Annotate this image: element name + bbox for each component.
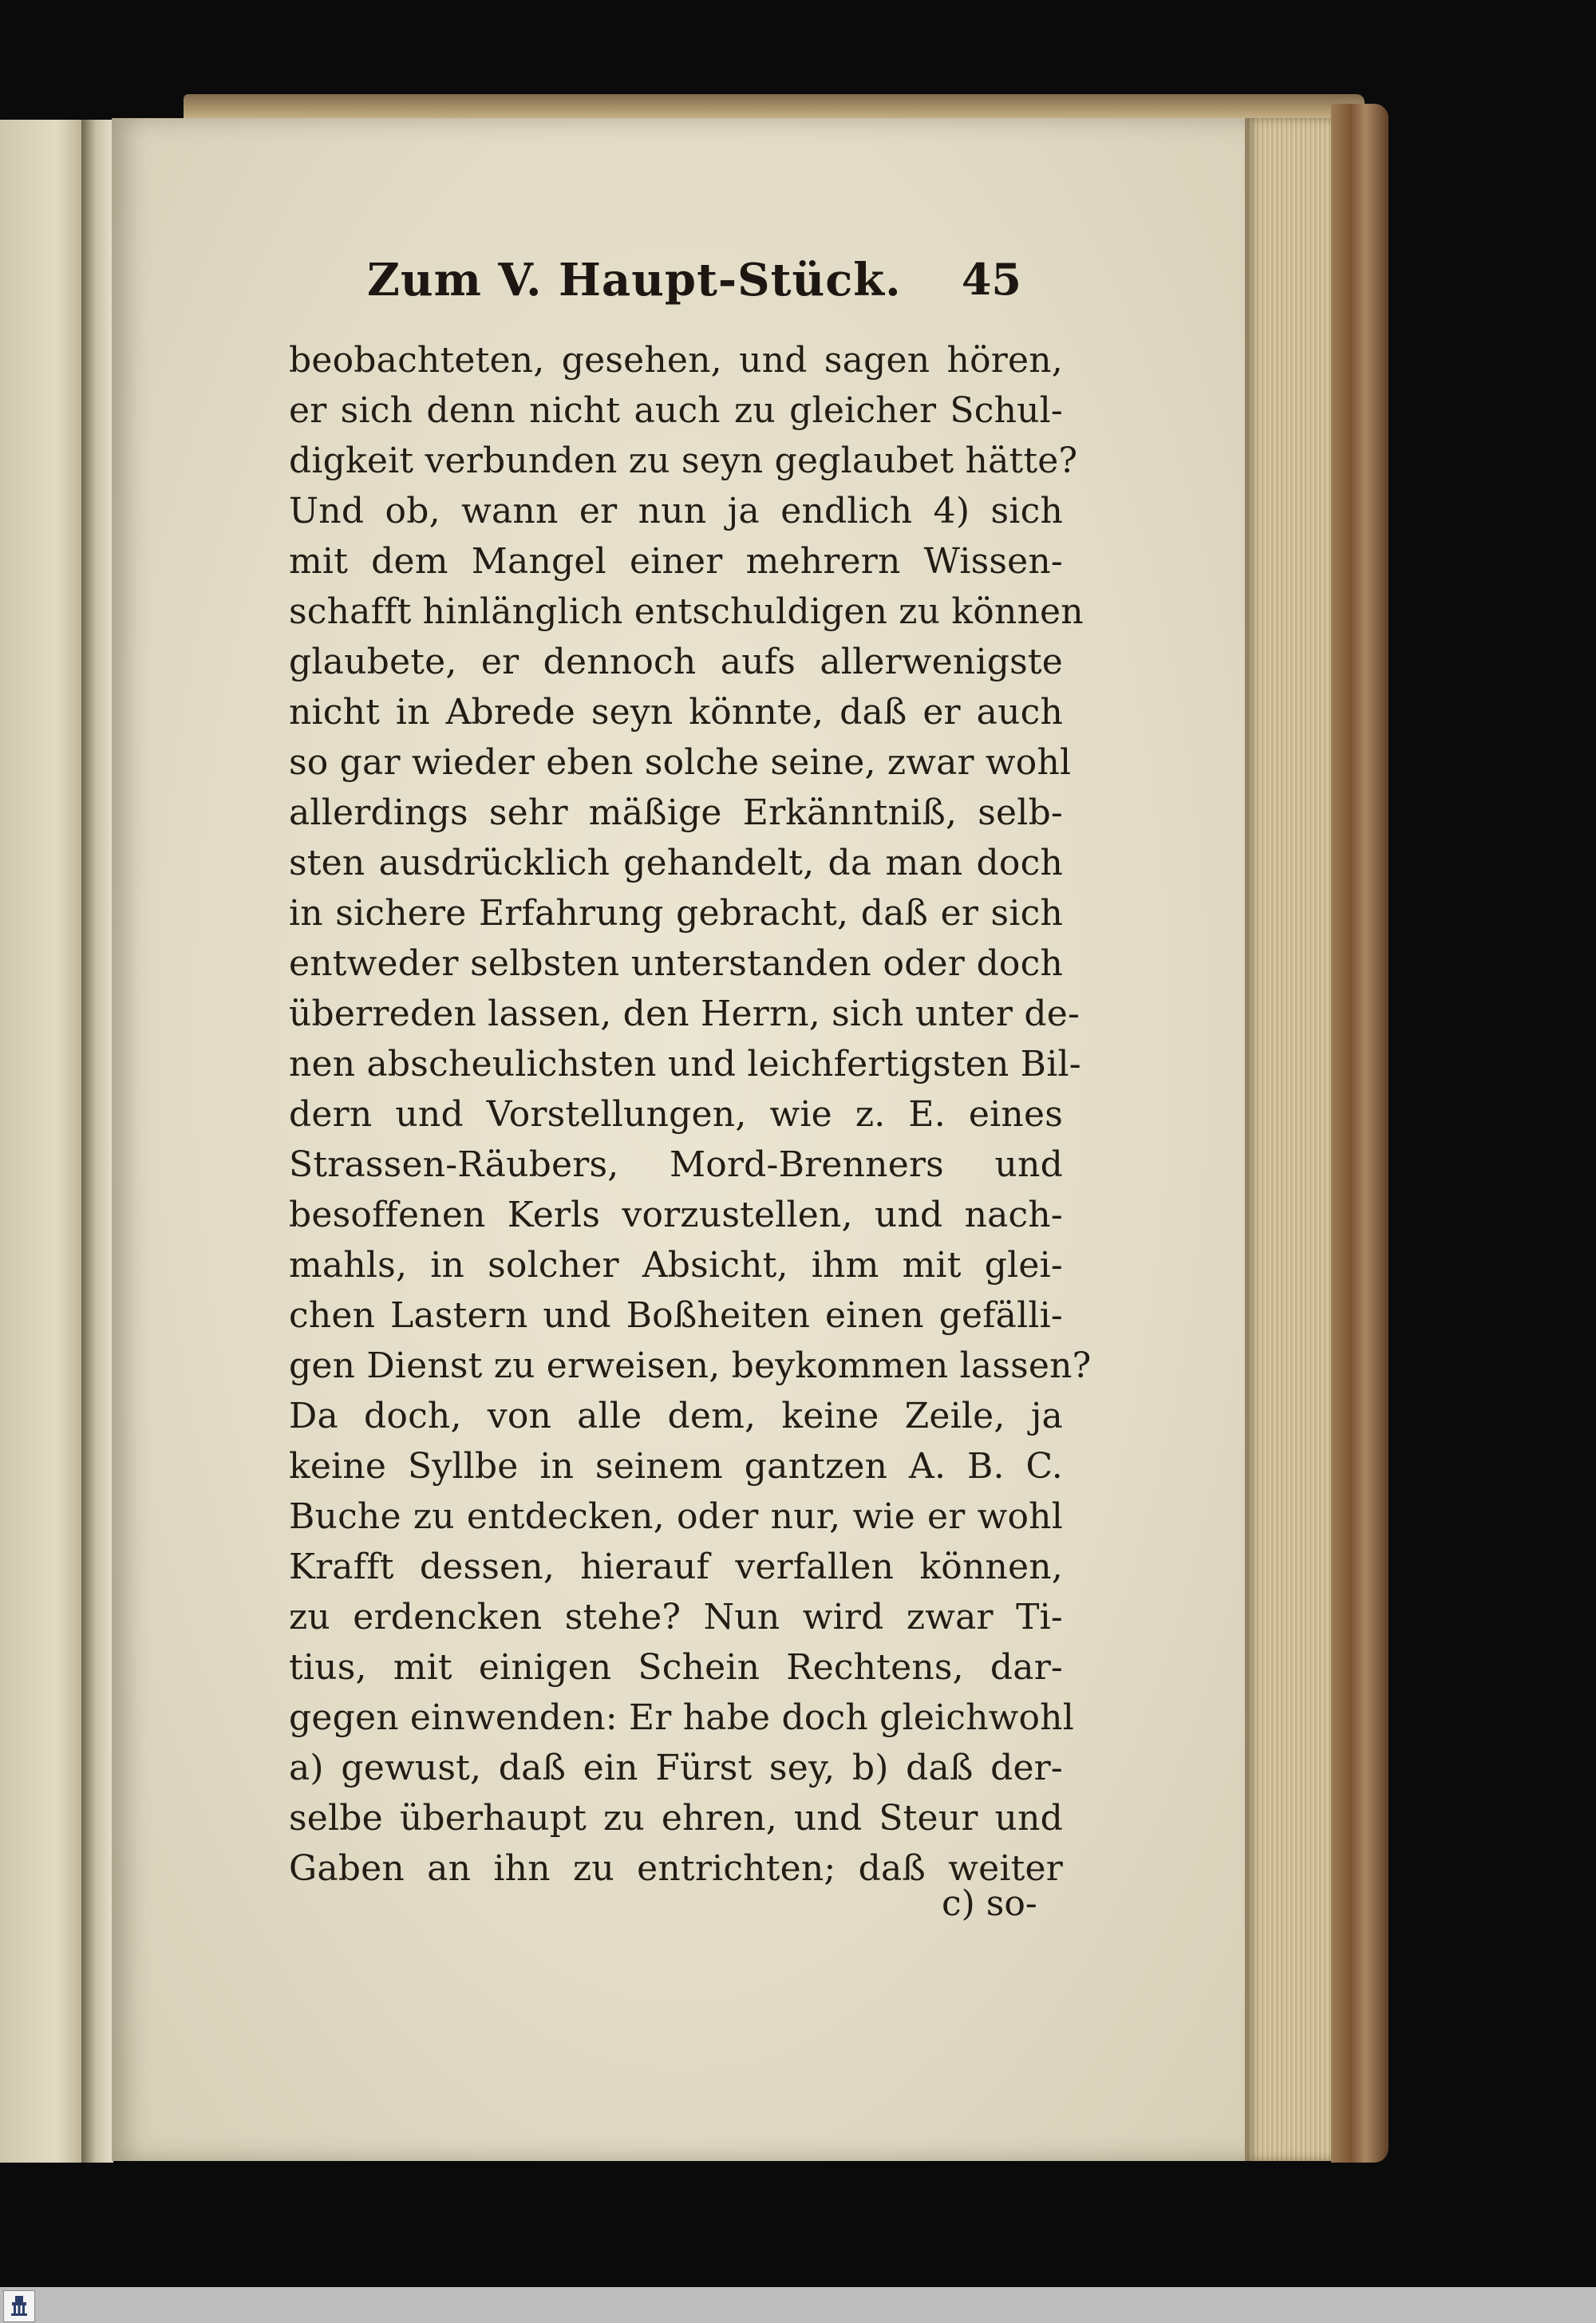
page-block-fore-edge [1245,118,1333,2161]
text-line: chen Lastern und Boßheiten einen gefälli- [289,1295,1063,1336]
text-line: digkeit verbunden zu seyn geglaubet hätte? [289,441,1078,481]
text-line: zu erdencken stehe? Nun wird zwar Ti- [289,1597,1063,1638]
text-line: Da doch, von alle dem, keine Zeile, ja [289,1396,1063,1436]
text-line: besoffenen Kerls vorzustellen, und nach- [289,1195,1063,1235]
body-text [289,335,1092,1894]
viewer-bottom-strip [0,2287,1596,2323]
text-line: mahls, in solcher Absicht, ihm mit glei- [289,1245,1063,1286]
text-line: entweder selbsten unterstanden oder doch [289,943,1063,984]
text-line: so gar wieder eben solche seine, zwar wohl [289,742,1072,783]
text-line: mit dem Mangel einer mehrern Wissen- [289,541,1063,582]
book-cover-edge [1331,104,1389,2163]
book-gutter [81,120,113,2163]
text-line: schafft hinlänglich entschuldigen zu können [289,591,1084,632]
text-line: sten ausdrücklich gehandelt, da man doch [289,843,1063,883]
text-line: Gaben an ihn zu entrichten; daß weiter [289,1848,1063,1889]
text-line: Und ob, wann er nun ja endlich 4) sich [289,491,1063,531]
text-line: beobachteten, gesehen, und sagen hören, [289,340,1063,381]
text-line: Krafft dessen, hierauf verfallen können, [289,1547,1063,1587]
text-line: er sich denn nicht auch zu gleicher Schul- [289,390,1063,431]
text-line: allerdings sehr mäßige Erkänntniß, selb- [289,792,1063,833]
running-title: Zum V. Haupt-Stück. [367,254,902,306]
text-line: überreden lassen, den Herrn, sich unter de- [289,994,1080,1034]
text-line: gegen einwenden: Er habe doch gleichwohl [289,1697,1074,1738]
text-line: Buche zu entdecken, oder nur, wie er wohl [289,1496,1063,1537]
text-line: nen abscheulichsten und leichfertigsten Bil- [289,1044,1081,1084]
page-number: 45 [961,254,1021,305]
text-line: tius, mit einigen Schein Rechtens, dar- [289,1647,1063,1688]
catchword: c) so- [942,1883,1037,1924]
text-line: Strassen-Räubers, Mord-Brenners und [289,1144,1063,1185]
text-line: gen Dienst zu erweisen, beykommen lassen? [289,1345,1092,1386]
library-logo-icon [3,2290,35,2322]
text-line: nicht in Abrede seyn könnte, daß er auch [289,692,1063,733]
text-line: in sichere Erfahrung gebracht, daß er sich [289,893,1063,934]
running-head [351,254,1021,310]
text-line: selbe überhaupt zu ehren, und Steur und [289,1798,1063,1839]
text-line: keine Syllbe in seinem gantzen A. B. C. [289,1446,1063,1487]
previous-page-edge [0,120,84,2163]
text-line: glaubete, er dennoch aufs allerwenigste [289,642,1063,682]
text-line: a) gewust, daß ein Fürst sey, b) daß der- [289,1748,1063,1788]
text-line: dern und Vorstellungen, wie z. E. eines [289,1094,1063,1135]
